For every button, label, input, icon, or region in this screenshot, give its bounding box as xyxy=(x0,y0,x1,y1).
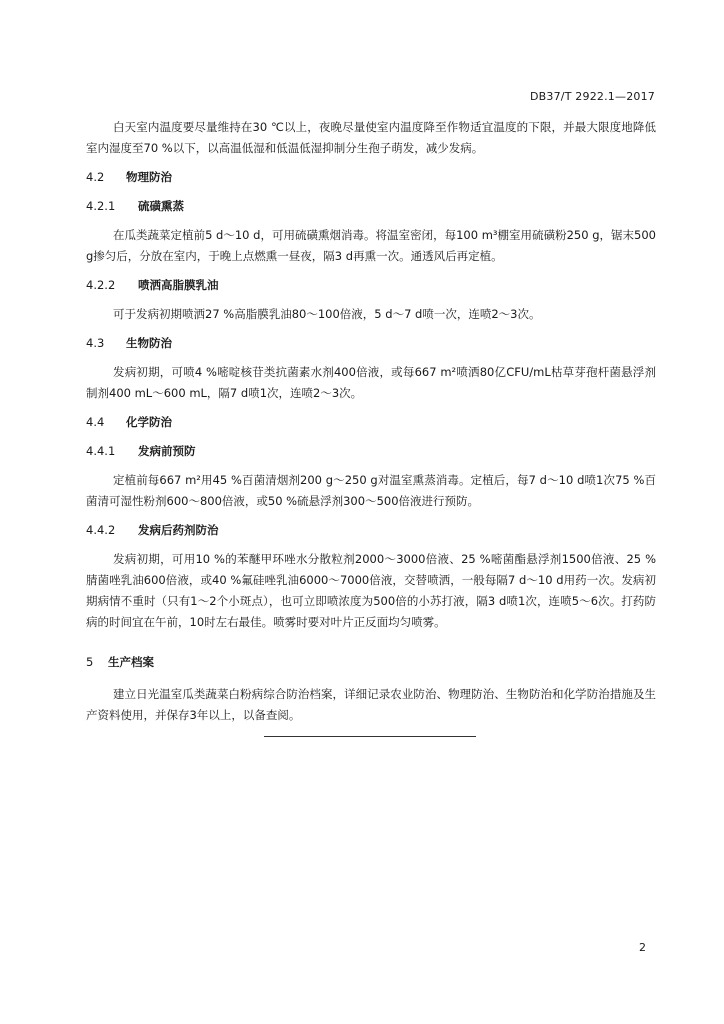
section-heading-4-4-2 xyxy=(86,520,656,541)
section-title: 生物防治 xyxy=(126,336,172,350)
section-title: 物理防治 xyxy=(126,170,172,184)
paragraph-temperature-humidity: 白天室内温度要尽量维持在30 ℃以上，夜晚尽量使室内温度降至作物适宜温度的下限，并最大限度地降低室内湿度至70 %以下，以高温低湿和低温低湿抑制分生孢子萌发，减少发病。 xyxy=(86,120,656,155)
section-heading-5 xyxy=(86,652,656,673)
section-number: 4.3 xyxy=(86,336,105,350)
paragraph-pre-disease-prevention: 定植前每667 m²用45 %百菌清烟剂200 g～250 g对温室熏蒸消毒。定植后，每7 d～10 d喷1次75 %百菌清可湿性粉剂600～800倍液，或50 %硫悬浮剂300～500倍液进行预防。 xyxy=(86,473,656,508)
document-code: DB37/T 2922.1—2017 xyxy=(529,90,655,103)
section-number: 4.2.1 xyxy=(86,199,116,213)
section-heading-4-4 xyxy=(86,412,656,433)
paragraph-high-fat-film: 可于发病初期喷洒27 %高脂膜乳油80～100倍液，5 d～7 d喷一次，连喷2～3次。 xyxy=(113,307,541,321)
section-title: 生产档案 xyxy=(108,655,154,669)
end-of-document-rule xyxy=(264,736,476,737)
section-number: 4.2 xyxy=(86,170,105,184)
section-heading-4-3 xyxy=(86,333,656,354)
section-title: 发病前预防 xyxy=(138,444,196,458)
section-heading-4-2 xyxy=(86,167,656,188)
section-heading-4-4-1 xyxy=(86,441,656,462)
section-title: 硫磺熏蒸 xyxy=(138,199,184,213)
section-title: 发病后药剂防治 xyxy=(138,523,219,537)
section-number: 4.4.2 xyxy=(86,523,116,537)
paragraph-post-disease-treatment: 发病初期，可用10 %的苯醚甲环唑水分散粒剂2000～3000倍液、25 %嘧菌酯悬浮剂1500倍液、25 %腈菌唑乳油600倍液，或40 %氟硅唑乳油6000～7000倍液，交替喷洒，一般每隔7 d～10 d用药一次。发病初期病情不重时（只有1～2个小斑点），也可立即喷浓度为500倍的小苏打液，隔3 d喷1次，连喷5～6次。打药防病的时间宜在午前，10时左右最佳。喷雾时要对叶片正反面均匀喷雾。 xyxy=(86,552,656,629)
section-number: 4.4 xyxy=(86,415,105,429)
paragraph-biological-control: 发病初期，可喷4 %嘧啶核苷类抗菌素水剂400倍液，或每667 m²喷洒80亿CFU/mL枯草芽孢杆菌悬浮剂制剂400 mL～600 mL，隔7 d喷1次，连喷2～3次。 xyxy=(86,365,656,400)
section-heading-4-2-2 xyxy=(86,275,656,296)
document-body xyxy=(86,117,656,726)
paragraph-production-records: 建立日光温室瓜类蔬菜白粉病综合防治档案，详细记录农业防治、物理防治、生物防治和化学防治措施及生产资料使用，并保存3年以上，以备查阅。 xyxy=(86,687,656,722)
paragraph-sulfur-fumigation: 在瓜类蔬菜定植前5 d～10 d，可用硫磺熏烟消毒。将温室密闭，每100 m³棚室用硫磺粉250 g，锯末500 g掺匀后，分放在室内，于晚上点燃熏一昼夜，隔3 d再熏一次。通透风后再定植。 xyxy=(86,228,656,263)
section-number: 5 xyxy=(86,655,94,669)
section-title: 喷洒高脂膜乳油 xyxy=(138,278,219,292)
section-number: 4.2.2 xyxy=(86,278,116,292)
page-number: 2 xyxy=(639,941,646,954)
section-title: 化学防治 xyxy=(126,415,172,429)
section-number: 4.4.1 xyxy=(86,444,116,458)
section-heading-4-2-1 xyxy=(86,196,656,217)
